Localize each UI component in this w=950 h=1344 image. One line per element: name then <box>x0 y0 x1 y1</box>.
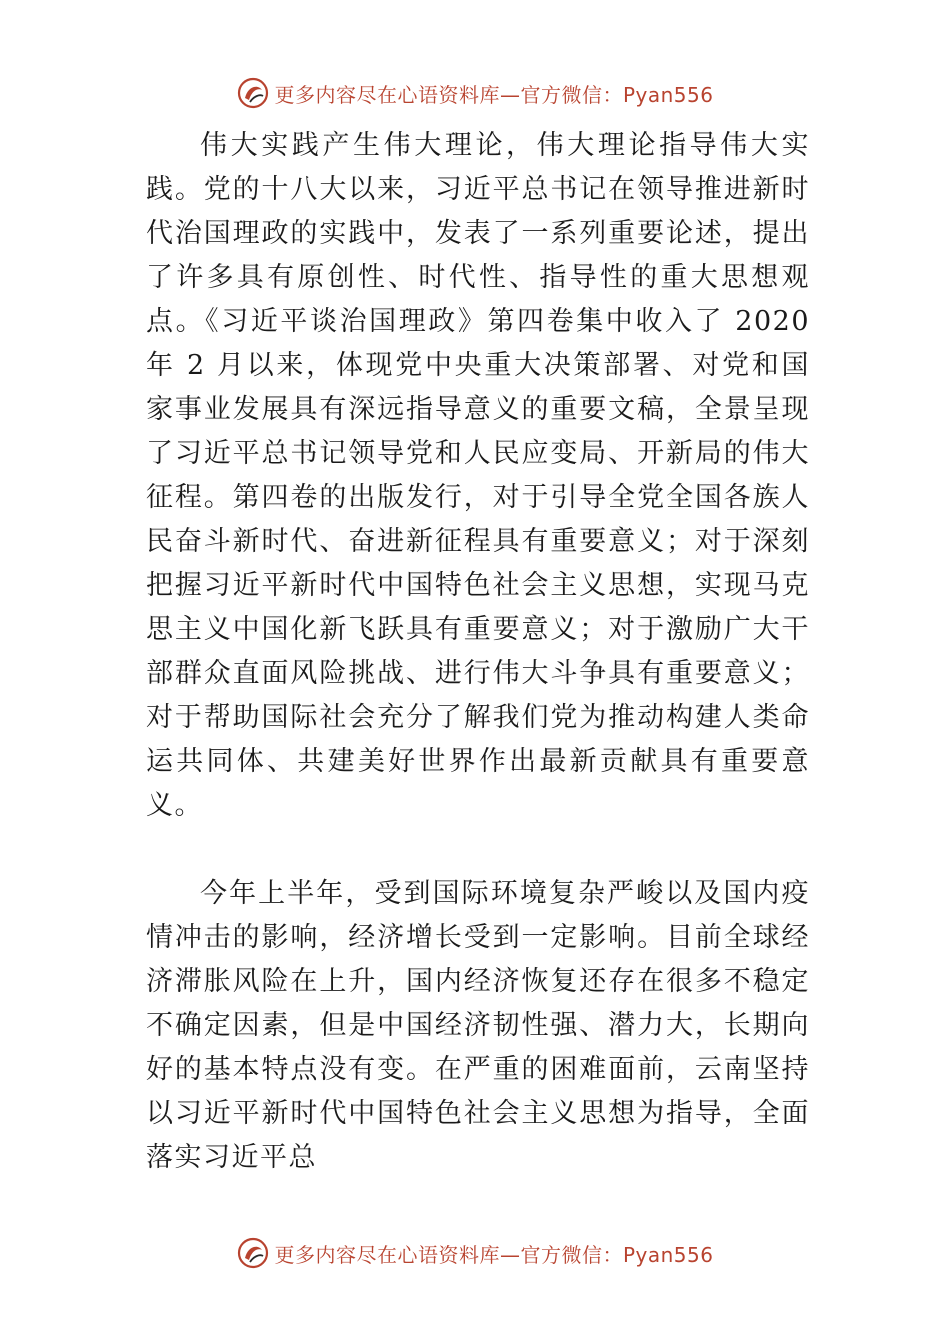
logo-icon <box>236 76 270 110</box>
paragraph-2: 今年上半年，受到国际环境复杂严峻以及国内疫情冲击的影响，经济增长受到一定影响。目前全球经济滞胀风险在上升，国内经济恢复还存在很多不稳定不确定因素，但是中国经济韧性强、潜力大，长期向好的基本特点没有变。在严重的困难面前，云南坚持以习近平新时代中国特色社会主义思想为指导，全面落实习近平总 <box>146 878 810 1173</box>
header-watermark <box>0 76 950 110</box>
watermark-text: 更多内容尽在心语资料库—官方微信：Pyan556 <box>274 1242 714 1267</box>
document-body <box>146 124 810 1180</box>
watermark-text: 更多内容尽在心语资料库—官方微信：Pyan556 <box>274 82 714 107</box>
paragraph-1: 伟大实践产生伟大理论，伟大理论指导伟大实践。党的十八大以来，习近平总书记在领导推进新时代治国理政的实践中，发表了一系列重要论述，提出了许多具有原创性、时代性、指导性的重大思想观点。《习近平谈治国理政》第四卷集中收入了 2020 年 2 月以来，体现党中央重大决策部署、对党和国家事业发展具有深远指导意义的重要文稿，全景呈现了习近平总书记领导党和人民应变局、开新局的伟大征程。第四卷的出版发行，对于引导全党全国各族人民奋斗新时代、奋进新征程具有重要意义；对于深刻把握习近平新时代中国特色社会主义思想，实现马克思主义中国化新飞跃具有重要意义；对于激励广大干部群众直面风险挑战、进行伟大斗争具有重要意义；对于帮助国际社会充分了解我们党为推动构建人类命运共同体、共建美好世界作出最新贡献具有重要意义。 <box>146 130 810 821</box>
logo-icon <box>236 1236 270 1270</box>
footer-watermark <box>0 1236 950 1270</box>
